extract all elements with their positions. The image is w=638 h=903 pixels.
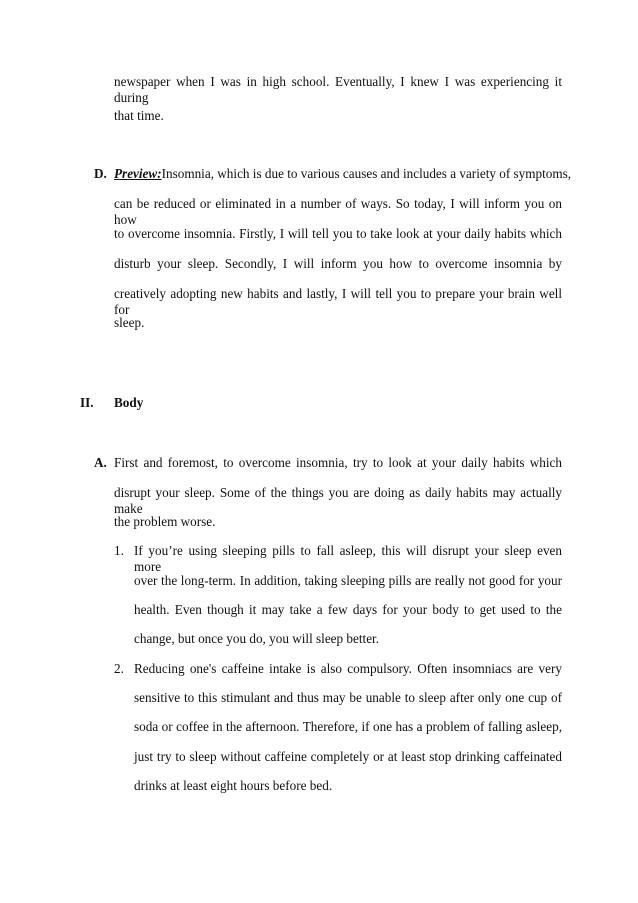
preview-line-4: disturb your sleep. Secondly, I will inform you how to overcome insomnia by — [114, 256, 562, 271]
list-item-2-line-4: just try to sleep without caffeine completely or at least stop drinking caffeinated — [134, 749, 562, 764]
intro-line-2: that time. — [114, 108, 164, 123]
list-item-2-line-5: drinks at least eight hours before bed. — [134, 778, 333, 793]
list-item-2-marker: 2. — [114, 661, 124, 676]
preview-label: Preview: — [114, 166, 162, 181]
preview-first-line — [114, 166, 572, 182]
preview-line-6: sleep. — [114, 315, 145, 330]
preview-line-5: creatively adopting new habits and lastly, I will tell you to prepare your brain well for — [114, 286, 562, 317]
list-item-1-line-4: change, but once you do, you will sleep better. — [134, 631, 380, 646]
preview-marker: D. — [94, 166, 107, 181]
list-item-2-line-1: Reducing one's caffeine intake is also compulsory. Often insomniacs are very — [134, 661, 562, 676]
intro-line-1: newspaper when I was in high school. Eventually, I knew I was experiencing it during — [114, 74, 562, 105]
section-title-body: Body — [114, 395, 144, 410]
list-item-1-marker: 1. — [114, 543, 124, 558]
list-item-1-line-3: health. Even though it may take a few days for your body to get used to the — [134, 602, 562, 617]
list-item-1-line-1: If you’re using sleeping pills to fall asleep, this will disrupt your sleep even more — [134, 543, 562, 574]
list-item-2-line-2: sensitive to this stimulant and thus may be unable to sleep after only one cup of — [134, 690, 562, 705]
section-a-line-3: the problem worse. — [114, 514, 216, 529]
preview-line-2: can be reduced or eliminated in a number of ways. So today, I will inform you on how — [114, 196, 562, 227]
list-item-1-line-2: over the long-term. In addition, taking sleeping pills are really not good for your — [134, 573, 562, 588]
section-marker-ii: II. — [80, 395, 94, 410]
section-a-line-1: First and foremost, to overcome insomnia, try to look at your daily habits which — [114, 455, 562, 470]
section-a-line-2: disrupt your sleep. Some of the things you are doing as daily habits may actually make — [114, 485, 562, 516]
section-a-marker: A. — [94, 455, 107, 470]
list-item-2-line-3: soda or coffee in the afternoon. Therefore, if one has a problem of falling asleep, — [134, 719, 562, 734]
preview-line-3: to overcome insomnia. Firstly, I will tell you to take look at your daily habits which — [114, 226, 562, 241]
preview-line-1: Insomnia, which is due to various causes and includes a variety of symptoms, — [161, 166, 572, 181]
